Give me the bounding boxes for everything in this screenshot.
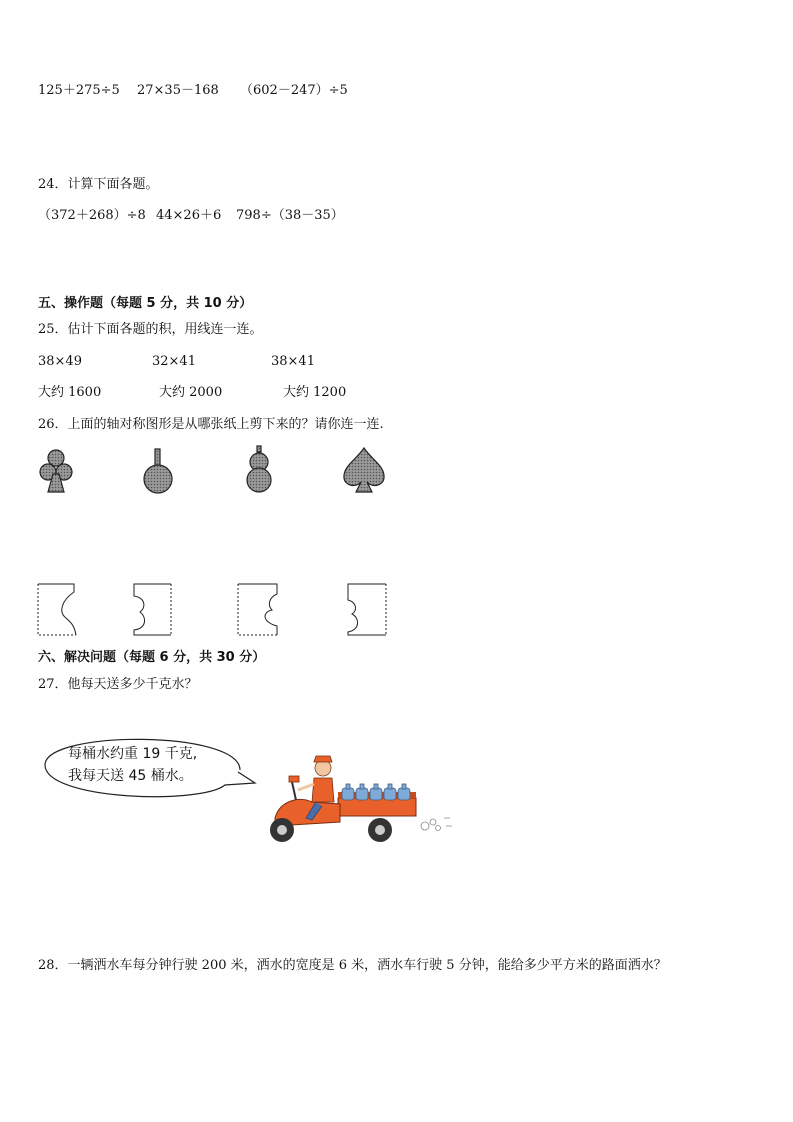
q25-estimate-3: 大约 1200 [283,385,347,400]
paper-b [134,584,171,635]
section-5-title: 五、操作题（每题 5 分，共 10 分） [38,296,253,311]
q24-expr-1: （372＋268）÷8 [38,208,146,223]
q25-expr-3: 38×41 [271,354,315,369]
q25-expr-2: 32×41 [152,354,196,369]
question-28-title: 28．一辆洒水车每分钟行驶 200 米，洒水的宽度是 6 米，洒水车行驶 5 分钟，能给多少平方米的路面洒水？ [38,958,667,973]
gourd-shape [247,446,271,492]
paper-a [38,584,76,635]
bubble-line-2: 我每天送 45 桶水。 [68,768,193,784]
q24-expr-3: 798÷（38－35） [236,208,344,223]
question-24-title: 24．计算下面各题。 [38,177,159,192]
club-shape [40,450,72,492]
expr-1: 125＋275÷5 [38,83,120,98]
key-shape [144,449,172,493]
question-27-title: 27．他每天送多少千克水？ [38,677,198,692]
expr-2: 27×35－168 [137,83,219,98]
spade-shape [344,448,384,492]
delivery-man-illustration [270,756,452,842]
q25-estimate-1: 大约 1600 [38,385,102,400]
section-6-title: 六、解决问题（每题 6 分，共 30 分） [38,650,266,665]
expr-3: （602－247）÷5 [240,83,348,98]
question-25-title: 25．估计下面各题的积，用线连一连。 [38,322,263,337]
bubble-line-1: 每桶水约重 19 千克, [68,746,198,762]
paper-c [238,584,277,635]
q25-estimate-2: 大约 2000 [159,385,223,400]
q24-expr-2: 44×26＋6 [156,208,222,223]
question-26-title: 26．上面的轴对称图形是从哪张纸上剪下来的？请你连一连. [38,417,384,432]
q25-expr-1: 38×49 [38,354,82,369]
paper-d [348,584,386,635]
